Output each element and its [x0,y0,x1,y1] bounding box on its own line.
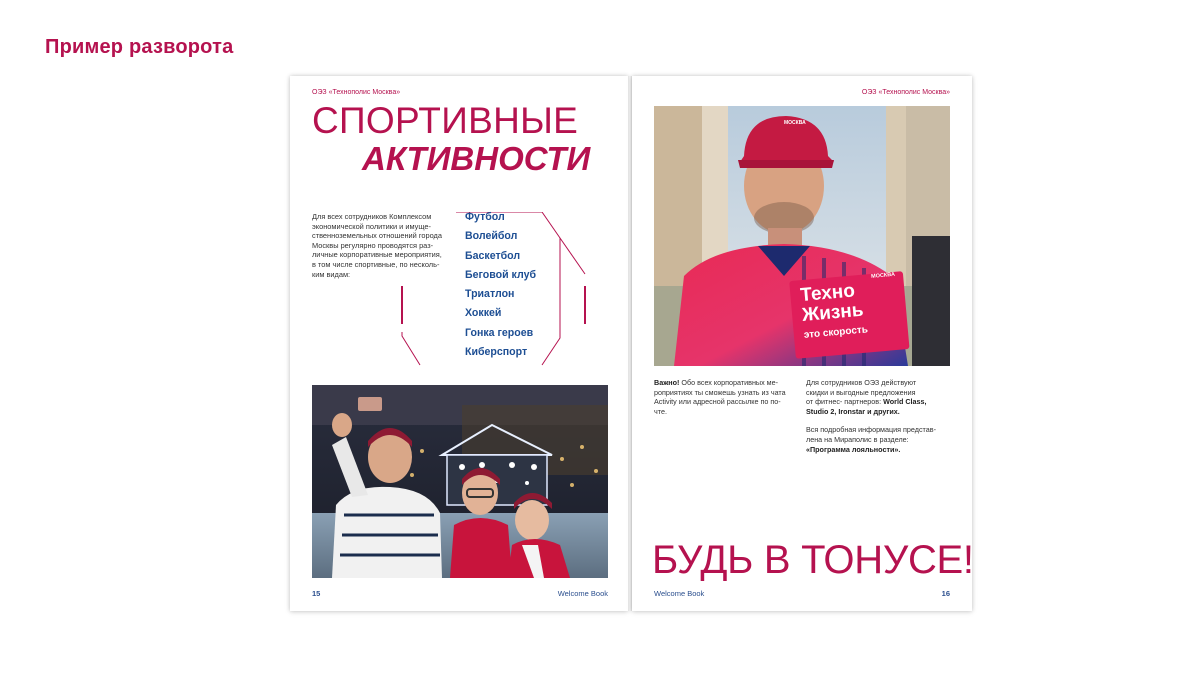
note-fitness [806,378,956,454]
intro-line: ким видам: [312,269,351,279]
intro-line: в том числе спортивные, по несколь- [312,259,440,269]
note-line: Обо всех корпоративных ме- [681,378,779,387]
note-line: лена на Мираполис в разделе: [806,434,909,444]
sport-item: Гонка героев [465,326,534,339]
sign [789,267,908,356]
page-title-bold: АКТИВНОСТИ [362,140,591,177]
running-head: ОЭЗ «Технополис Москва» [312,89,401,96]
footer-label: Welcome Book [557,589,608,598]
cap-logo: МОСКВА [784,120,806,126]
slide-title: Пример разворота [45,36,234,58]
intro-line: Для всех сотрудников Комплексом [312,212,432,221]
sport-item: Триатлон [465,288,515,301]
intro-line: ственноземельных отношений города [312,231,442,241]
page-number: 15 [312,589,321,598]
photo-selfie-rink [312,385,608,578]
note-line: роприятиях ты сможешь узнать из чата [654,387,786,397]
loyalty-program: «Программа лояльности». [806,444,901,454]
sign-line1: Техно [799,280,856,307]
running-head: ОЭЗ «Технополис Москва» [861,89,950,96]
partner-names: Studio 2, Ironstar и других. [806,406,900,416]
sign-line2: Жизнь [801,299,865,326]
page-number: 16 [941,589,950,598]
photo-runner-sign [654,106,950,366]
note-line: скидки и выгодные предложения [806,387,916,397]
note-line: Для сотрудников ОЭЗ действуют [806,378,917,387]
intro-line: Москвы регулярно проводятся раз- [312,240,434,250]
note-line: Activity или адресной рассылке по по- [654,397,781,407]
page-title-light: СПОРТИВНЫЕ [312,100,579,141]
sign-line3: это скорость [803,324,869,341]
footer-label: Welcome Book [654,589,705,598]
note-line: Вся подробная информация представ- [806,425,936,435]
slogan: БУДЬ В ТОНУСЕ! [652,538,974,582]
intro-line: личные корпоративные мероприятия, [312,250,442,260]
sport-item: Футбол [465,211,505,223]
partner-names: World Class, [883,397,927,407]
sport-item: Киберспорт [465,346,528,359]
note-important-label: Важно! [654,378,680,387]
note-line: чте. [654,406,667,416]
sports-list [465,210,536,364]
note-line: от фитнес- партнеров: [806,397,882,407]
intro-line: экономической политики и имуще- [312,221,431,231]
sport-item: Баскетбол [465,249,521,262]
note-important [654,378,794,416]
left-page [290,76,628,611]
sport-item: Волейбол [465,230,518,243]
sport-item: Беговой клуб [465,268,537,281]
sport-item: Хоккей [465,307,502,320]
right-page [632,76,972,611]
sign-brand: МОСКВА [870,271,896,280]
